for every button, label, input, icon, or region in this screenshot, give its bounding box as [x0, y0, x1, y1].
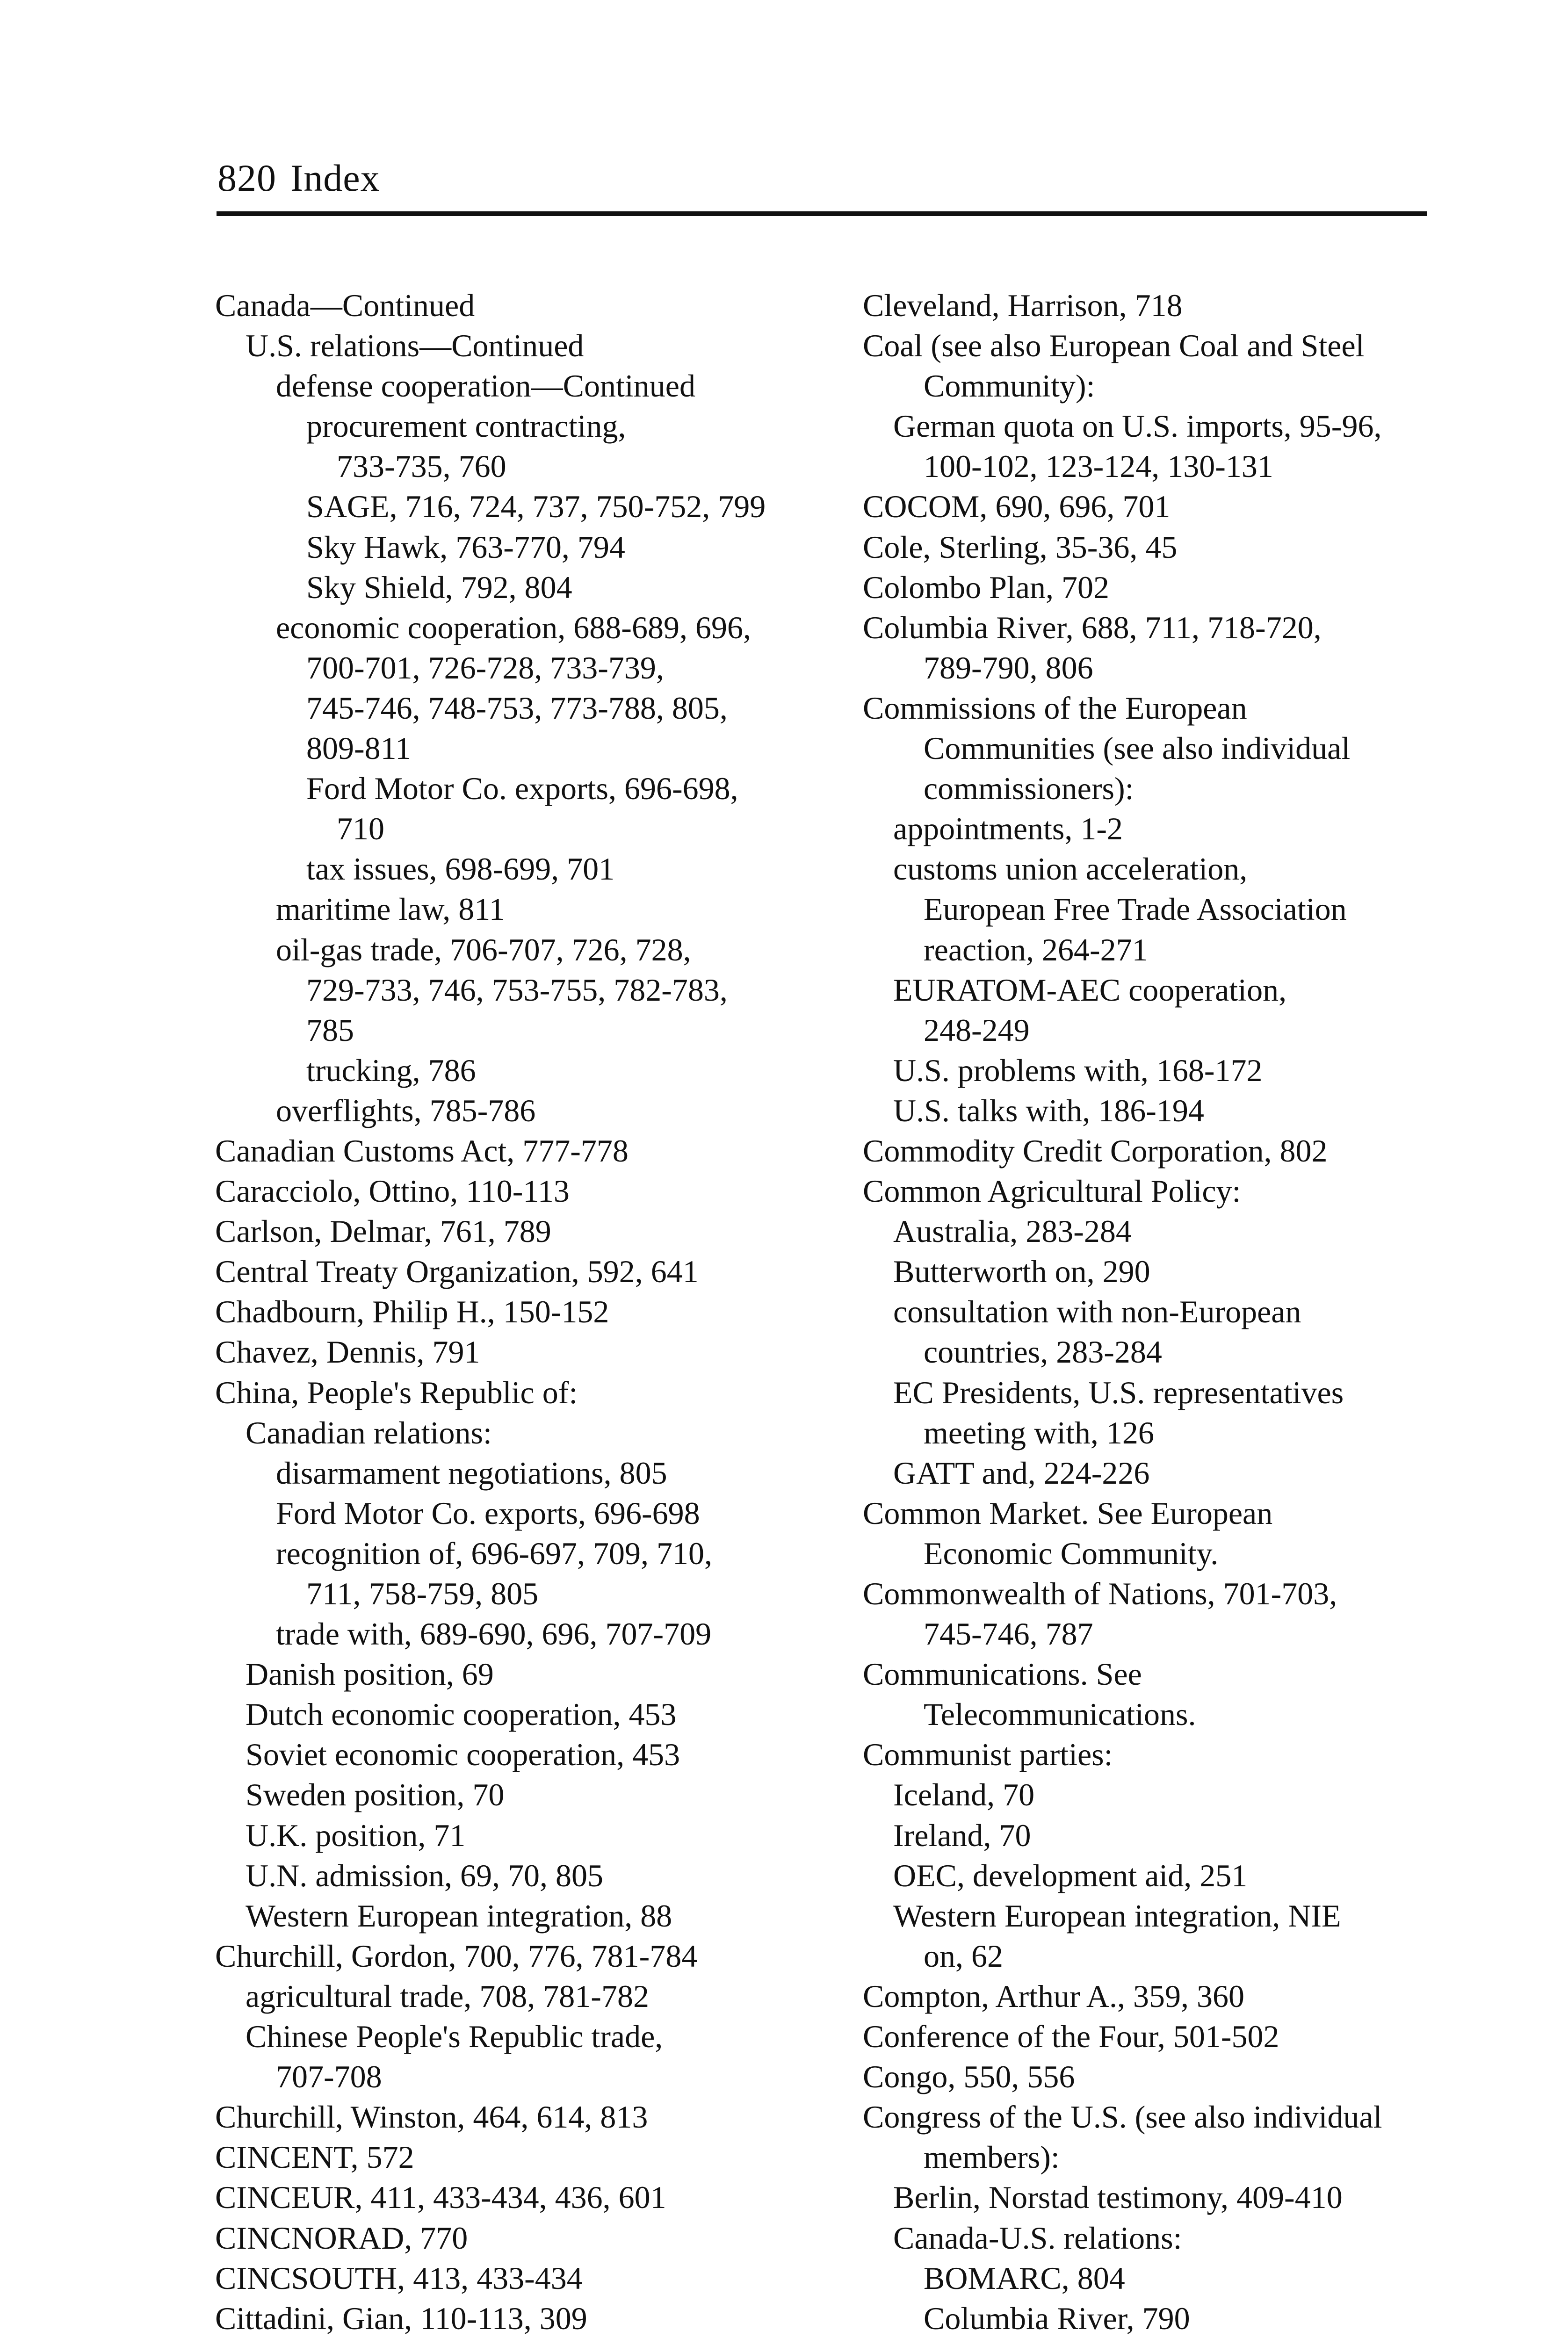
index-entry-line: U.K. position, 71: [246, 1817, 466, 1853]
index-entry-line: 710: [337, 811, 384, 847]
index-entry-line: Communities (see also individual: [924, 730, 1351, 766]
index-entry-line: Common Agricultural Policy:: [863, 1173, 1241, 1209]
index-entry-line: Economic Community.: [924, 1535, 1219, 1571]
index-entry-line: Chavez, Dennis, 791: [215, 1334, 480, 1370]
index-entry-line: 789-790, 806: [924, 649, 1093, 686]
index-entry-line: Carlson, Delmar, 761, 789: [215, 1213, 551, 1249]
index-entry-line: Columbia River, 688, 711, 718-720,: [863, 609, 1322, 645]
index-entry-line: Chadbourn, Philip H., 150-152: [215, 1294, 609, 1330]
index-entry-line: reaction, 264-271: [924, 931, 1148, 967]
index-entry-line: Cittadini, Gian, 110-113, 309: [215, 2300, 587, 2336]
index-entry-line: Danish position, 69: [246, 1656, 494, 1692]
index-entry-line: Telecommunications.: [924, 1696, 1196, 1732]
index-entry-line: 733-735, 760: [337, 448, 506, 484]
index-entry-line: COCOM, 690, 696, 701: [863, 489, 1171, 525]
page-header: [217, 159, 380, 197]
index-entry-line: Australia, 283-284: [893, 1213, 1132, 1249]
index-entry-line: U.N. admission, 69, 70, 805: [246, 1857, 603, 1893]
index-entry-line: Canada—Continued: [215, 288, 475, 323]
index-entry-line: defense cooperation—Continued: [276, 368, 695, 404]
index-entry-line: maritime law, 811: [276, 891, 505, 927]
index-entry-line: EC Presidents, U.S. representatives: [893, 1374, 1344, 1410]
index-entry-line: Cleveland, Harrison, 718: [863, 288, 1183, 323]
index-entry-line: Ford Motor Co. exports, 696-698: [276, 1495, 700, 1531]
index-entry-line: Chinese People's Republic trade,: [246, 2019, 663, 2055]
index-entry-line: customs union acceleration,: [893, 851, 1248, 887]
index-entry-line: Commonwealth of Nations, 701-703,: [863, 1576, 1337, 1611]
index-entry-line: Soviet economic cooperation, 453: [246, 1737, 680, 1773]
index-entry-line: 711, 758-759, 805: [306, 1576, 539, 1611]
index-entry-line: German quota on U.S. imports, 95-96,: [893, 408, 1382, 444]
index-entry-line: U.S. talks with, 186-194: [893, 1092, 1204, 1128]
index-entry-line: Caracciolo, Ottino, 110-113: [215, 1173, 570, 1209]
index-entry-line: commissioners):: [924, 771, 1134, 807]
index-entry-line: countries, 283-284: [924, 1334, 1162, 1370]
index-entry-line: Coal (see also European Coal and Steel: [863, 328, 1365, 364]
index-entry-line: agricultural trade, 708, 781-782: [246, 1978, 649, 2014]
index-entry-line: CINCEUR, 411, 433-434, 436, 601: [215, 2179, 666, 2215]
index-entry-line: 809-811: [306, 730, 412, 766]
index-entry-line: 100-102, 123-124, 130-131: [924, 448, 1273, 484]
index-entry-line: recognition of, 696-697, 709, 710,: [276, 1535, 712, 1571]
index-entry-line: Communist parties:: [863, 1737, 1113, 1773]
index-entry-line: OEC, development aid, 251: [893, 1857, 1248, 1893]
index-entry-line: CINCSOUTH, 413, 433-434: [215, 2260, 583, 2296]
index-entry-line: Dutch economic cooperation, 453: [246, 1696, 677, 1732]
index-entry-line: U.S. relations—Continued: [246, 328, 584, 364]
index-column-left: [215, 285, 823, 2338]
index-entry-line: EURATOM-AEC cooperation,: [893, 972, 1287, 1008]
index-entry-line: Commodity Credit Corporation, 802: [863, 1133, 1328, 1169]
index-entry-line: Western European integration, 88: [246, 1898, 672, 1934]
index-entry-line: Congress of the U.S. (see also individual: [863, 2099, 1382, 2135]
index-entry-line: Conference of the Four, 501-502: [863, 2019, 1279, 2055]
page-title: Index: [290, 157, 380, 199]
index-entry-line: U.S. problems with, 168-172: [893, 1052, 1263, 1088]
index-entry-line: GATT and, 224-226: [893, 1455, 1150, 1491]
index-entry-line: Common Market. See European: [863, 1495, 1273, 1531]
index-entry-line: Cole, Sterling, 35-36, 45: [863, 529, 1178, 565]
index-entry-line: disarmament negotiations, 805: [276, 1455, 667, 1491]
index-entry-line: Western European integration, NIE: [893, 1898, 1341, 1934]
index-entry-line: Ford Motor Co. exports, 696-698,: [306, 771, 738, 807]
index-entry-line: Iceland, 70: [893, 1777, 1035, 1813]
index-entry-line: Congo, 550, 556: [863, 2059, 1075, 2095]
index-entry-line: Butterworth on, 290: [893, 1254, 1150, 1290]
index-entry-line: procurement contracting,: [306, 408, 626, 444]
header-rule: [217, 211, 1427, 216]
index-entry-line: 707-708: [276, 2059, 382, 2095]
index-entry-line: overflights, 785-786: [276, 1092, 536, 1128]
index-column-right: [863, 285, 1475, 2338]
index-entry-line: European Free Trade Association: [924, 891, 1347, 927]
index-entry-line: Sky Shield, 792, 804: [306, 569, 572, 605]
index-entry-line: on, 62: [924, 1938, 1003, 1974]
index-entry-line: China, People's Republic of:: [215, 1374, 578, 1410]
index-entry-line: Communications. See: [863, 1656, 1142, 1692]
index-entry-line: trucking, 786: [306, 1052, 476, 1088]
index-entry-line: Sweden position, 70: [246, 1777, 505, 1813]
index-entry-line: economic cooperation, 688-689, 696,: [276, 609, 751, 645]
index-entry-line: 745-746, 748-753, 773-788, 805,: [306, 690, 728, 726]
index-entry-line: BOMARC, 804: [924, 2260, 1125, 2296]
index-entry-line: oil-gas trade, 706-707, 726, 728,: [276, 931, 691, 967]
index-entry-line: CINCNORAD, 770: [215, 2220, 468, 2256]
index-entry-line: Canadian relations:: [246, 1414, 492, 1450]
index-entry-line: Berlin, Norstad testimony, 409-410: [893, 2179, 1343, 2215]
index-entry-line: Canadian Customs Act, 777-778: [215, 1133, 629, 1169]
index-entry-line: Churchill, Winston, 464, 614, 813: [215, 2099, 648, 2135]
index-entry-line: Columbia River, 790: [924, 2300, 1190, 2336]
index-entry-line: SAGE, 716, 724, 737, 750-752, 799: [306, 489, 766, 525]
index-entry-line: Central Treaty Organization, 592, 641: [215, 1254, 699, 1290]
index-entry-line: 785: [306, 1012, 354, 1048]
index-entry-line: Compton, Arthur A., 359, 360: [863, 1978, 1245, 2014]
index-entry-line: appointments, 1-2: [893, 811, 1123, 847]
index-entry-line: Sky Hawk, 763-770, 794: [306, 529, 625, 565]
index-entry-line: Community):: [924, 368, 1095, 404]
index-entry-line: trade with, 689-690, 696, 707-709: [276, 1616, 712, 1652]
index-entry-line: tax issues, 698-699, 701: [306, 851, 615, 887]
index-entry-line: 700-701, 726-728, 733-739,: [306, 649, 664, 686]
page-number: 820: [217, 157, 276, 199]
index-entry-line: 745-746, 787: [924, 1616, 1093, 1652]
index-entry-line: Ireland, 70: [893, 1817, 1031, 1853]
index-entry-line: Colombo Plan, 702: [863, 569, 1110, 605]
index-entry-line: Canada-U.S. relations:: [893, 2220, 1182, 2256]
index-entry-line: Commissions of the European: [863, 690, 1247, 726]
index-entry-line: 729-733, 746, 753-755, 782-783,: [306, 972, 728, 1008]
index-entry-line: CINCENT, 572: [215, 2139, 414, 2175]
index-entry-line: members):: [924, 2139, 1060, 2175]
index-entry-line: 248-249: [924, 1012, 1030, 1048]
index-entry-line: meeting with, 126: [924, 1414, 1154, 1450]
index-entry-line: Churchill, Gordon, 700, 776, 781-784: [215, 1938, 698, 1974]
index-entry-line: consultation with non-European: [893, 1294, 1301, 1330]
